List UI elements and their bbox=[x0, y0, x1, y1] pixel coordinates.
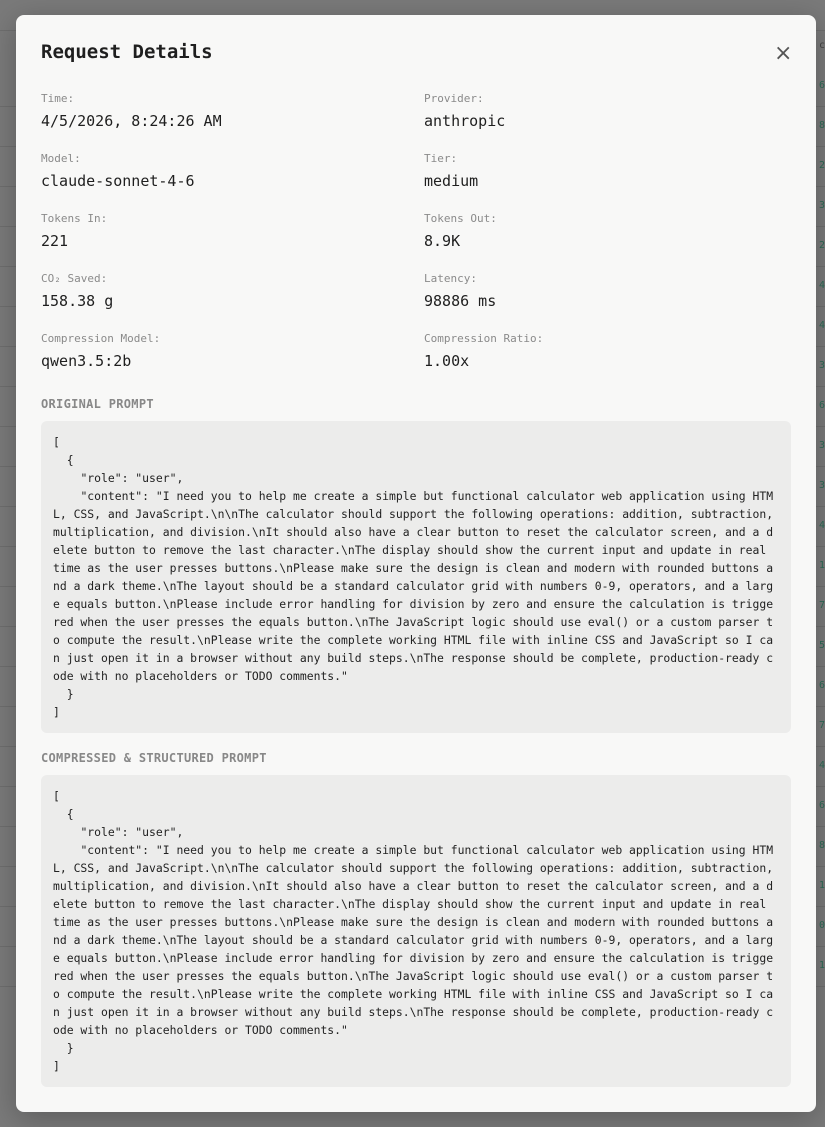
field-latency bbox=[424, 272, 784, 310]
field-tokens-out bbox=[424, 212, 784, 250]
background-table-cell: 2 bbox=[818, 160, 825, 171]
background-table-cell: 1 bbox=[818, 880, 825, 891]
background-table-cell: 0 bbox=[818, 920, 825, 931]
background-table-cell: 1 bbox=[818, 960, 825, 971]
field-model bbox=[41, 152, 401, 190]
field-compression-ratio bbox=[424, 332, 784, 370]
field-compression-model bbox=[41, 332, 401, 370]
background-header-fragment: c bbox=[819, 40, 825, 51]
original-prompt-box[interactable] bbox=[41, 421, 791, 733]
field-label: Tokens Out: bbox=[424, 212, 497, 225]
field-co2-saved bbox=[41, 272, 401, 310]
background-table-cell: 7 bbox=[818, 600, 825, 611]
original-prompt-content: [ { "role": "user", "content": "I need you to help me create a simple but functional calculator web application using HTML, CSS, and JavaScript.\n\nThe calculator should support the following operations: addition, subtraction, multiplication, and division.\nIt should also have a clear button to reset the calculator screen, and a delete button to remove the last character.\nThe display should show the current input and update in real time as the user presses buttons.\nPlease make sure the design is clean and modern with rounded buttons and a dark theme.\nThe layout should be a standard calculator grid with numbers 0-9, operators, and a large equals button.\nPlease include error handling for division by zero and ensure the calculation is triggered when the user presses the equals button.\nThe JavaScript logic should use eval() or a custom parser to compute the result.\nPlease write the complete working HTML file with inline CSS and JavaScript so I can just open it in a browser without any build steps.\nThe response should be complete, production-ready code with no placeholders or TODO comments." } ] bbox=[53, 435, 774, 719]
request-details-modal bbox=[16, 15, 816, 1112]
background-table-cell: 4 bbox=[818, 520, 825, 531]
background-table-cell: 6 bbox=[818, 800, 825, 811]
field-label: Tokens In: bbox=[41, 212, 108, 225]
background-table-cell: 3 bbox=[818, 440, 825, 451]
field-provider bbox=[424, 92, 784, 130]
field-value: 221 bbox=[41, 232, 69, 250]
field-value: claude-sonnet-4-6 bbox=[41, 172, 195, 190]
field-value: 98886 ms bbox=[424, 292, 497, 310]
background-table-cell: 6 bbox=[818, 80, 825, 91]
field-label: Tier: bbox=[424, 152, 458, 165]
original-prompt-title: ORIGINAL PROMPT bbox=[41, 397, 154, 411]
background-table-cell: 3 bbox=[818, 360, 825, 371]
field-label: CO₂ Saved: bbox=[41, 272, 108, 285]
field-label: Provider: bbox=[424, 92, 484, 105]
field-label: Compression Model: bbox=[41, 332, 161, 345]
background-table-cell: 1 bbox=[818, 560, 825, 571]
field-tokens-in bbox=[41, 212, 401, 250]
background-table-cell: 3 bbox=[818, 480, 825, 491]
field-value: 8.9K bbox=[424, 232, 461, 250]
field-label: Time: bbox=[41, 92, 75, 105]
background-table-cell: 5 bbox=[818, 640, 825, 651]
field-value: 158.38 g bbox=[41, 292, 114, 310]
background-table-cell: 6 bbox=[818, 680, 825, 691]
field-label: Latency: bbox=[424, 272, 477, 285]
background-table-cell: 8 bbox=[818, 840, 825, 851]
field-value: anthropic bbox=[424, 112, 506, 130]
field-tier bbox=[424, 152, 784, 190]
compressed-prompt-content: [ { "role": "user", "content": "I need you to help me create a simple but functional calculator web application using HTML, CSS, and JavaScript.\n\nThe calculator should support the following operations: addition, subtraction, multiplication, and division.\nIt should also have a clear button to reset the calculator screen, and a delete button to remove the last character.\nThe display should show the current input and update in real time as the user presses buttons.\nPlease make sure the design is clean and modern with rounded buttons and a dark theme.\nThe layout should be a standard calculator grid with numbers 0-9, operators, and a large equals button.\nPlease include error handling for division by zero and ensure the calculation is triggered when the user presses the equals button.\nThe JavaScript logic should use eval() or a custom parser to compute the result.\nPlease write the complete working HTML file with inline CSS and JavaScript so I can just open it in a browser without any build steps.\nThe response should be complete, production-ready code with no placeholders or TODO comments." } ] bbox=[53, 789, 774, 1073]
compressed-prompt-box[interactable] bbox=[41, 775, 791, 1087]
background-table-cell: 7 bbox=[818, 720, 825, 731]
field-value: qwen3.5:2b bbox=[41, 352, 132, 370]
background-table-cell: 6 bbox=[818, 400, 825, 411]
background-table-cell: 2 bbox=[818, 240, 825, 251]
background-table-cell: 8 bbox=[818, 120, 825, 131]
field-label: Compression Ratio: bbox=[424, 332, 544, 345]
background-table-cell: 4 bbox=[818, 760, 825, 771]
field-value: 1.00x bbox=[424, 352, 470, 370]
background-table-cell: 4 bbox=[818, 280, 825, 291]
field-label: Model: bbox=[41, 152, 81, 165]
close-icon[interactable]: × bbox=[774, 41, 793, 66]
modal-title: Request Details bbox=[41, 41, 213, 63]
background-table-cell: 4 bbox=[818, 320, 825, 331]
field-time bbox=[41, 92, 401, 130]
compressed-prompt-title: COMPRESSED & STRUCTURED PROMPT bbox=[41, 751, 267, 765]
background-table-cell: 3 bbox=[818, 200, 825, 211]
field-value: medium bbox=[424, 172, 479, 190]
field-value: 4/5/2026, 8:24:26 AM bbox=[41, 112, 222, 130]
